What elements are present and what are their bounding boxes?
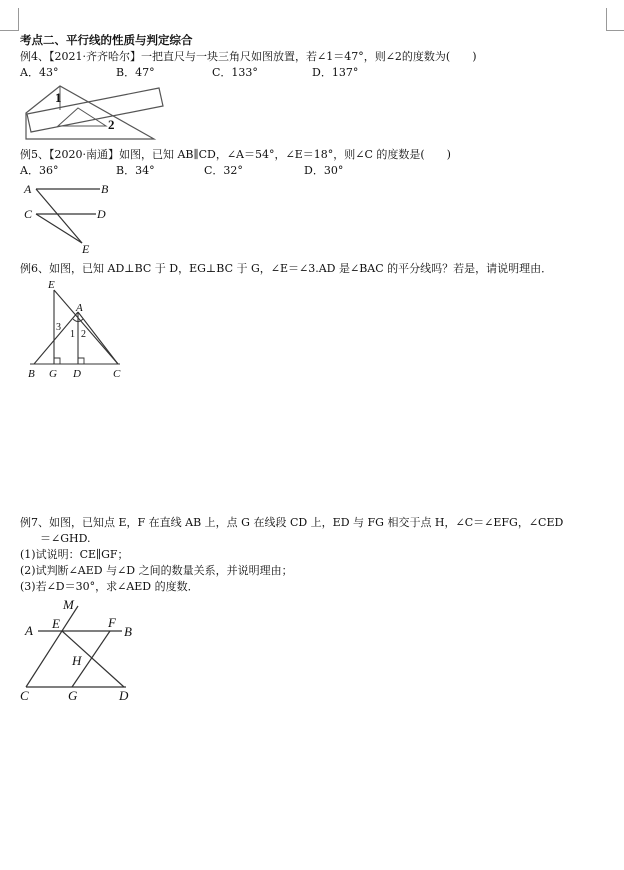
- ex6-label-g: G: [49, 368, 57, 380]
- ex4-ruler: [27, 88, 163, 132]
- ex6-label-b: B: [28, 368, 35, 380]
- ex7-figure: [20, 596, 160, 706]
- ex7-label-c: C: [20, 688, 29, 703]
- section-title: 考点二、平行线的性质与判定综合: [20, 33, 193, 47]
- ex4-label-2: 2: [108, 117, 115, 132]
- ex5-option-b: B．34°: [116, 164, 155, 177]
- ex7-part1: (1)试说明：CE∥GF；: [20, 548, 129, 561]
- ex5-label-b: B: [101, 182, 109, 196]
- crop-mark-top-left-h: [0, 30, 19, 31]
- ex4-option-d: D．137°: [312, 66, 359, 79]
- ex5-line-ce: [36, 214, 82, 243]
- ex4-options: [20, 66, 420, 80]
- ex7-question-line2: ＝∠GHD.: [40, 532, 91, 545]
- ex5-options: [20, 164, 420, 178]
- ex5-option-d: D．30°: [304, 164, 344, 177]
- ex5-line-ae: [36, 189, 82, 243]
- ex7-part2: (2)试判断∠AED 与∠D 之间的数量关系，并说明理由；: [20, 564, 293, 577]
- ex7-label-a: A: [25, 623, 33, 638]
- ex6-label-e: E: [48, 279, 55, 291]
- ex7-label-f: F: [108, 615, 116, 630]
- ex5-figure: [20, 180, 120, 258]
- ex7-label-e: E: [52, 616, 60, 631]
- ex4-triangle-outer: [26, 86, 154, 139]
- ex4-label-1: 1: [55, 90, 62, 105]
- ex6-label-1: 1: [70, 329, 75, 340]
- ex6-question: 例6、如图，已知 AD⊥BC 于 D，EG⊥BC 于 G，∠E＝∠3.AD 是∠BAC 的平分线吗？若是，请说明理由．: [20, 262, 553, 275]
- ex7-label-d: D: [119, 688, 129, 703]
- ex7-label-b: B: [124, 624, 132, 639]
- ex5-label-e: E: [82, 242, 90, 256]
- ex6-label-c: C: [113, 368, 121, 380]
- ex6-right-angle-g: [54, 358, 60, 364]
- ex6-figure: [26, 280, 136, 380]
- ex7-label-g: G: [68, 688, 78, 703]
- ex7-question-line1: 例7、如图，已知点 E，F 在直线 AB 上，点 G 在线段 CD 上，ED 与 FG 相交于点 H，∠C＝∠EFG，∠CED: [20, 516, 564, 529]
- ex5-label-c: C: [24, 207, 33, 221]
- ex4-triangle-inner: [58, 108, 106, 126]
- ex6-label-d: D: [73, 368, 81, 380]
- ex6-label-a: A: [76, 302, 83, 314]
- ex4-option-c: C．133°: [212, 66, 258, 79]
- ex7-label-h: H: [72, 653, 82, 668]
- ex5-label-a: A: [24, 182, 32, 196]
- ex5-option-a: A．36°: [20, 164, 59, 177]
- ex6-label-2: 2: [81, 329, 86, 340]
- ex5-label-d: D: [97, 207, 106, 221]
- ex5-question: 例5、【2020·南通】如图，已知 AB∥CD，∠A＝54°，∠E＝18°，则∠C 的度数是( ): [20, 148, 451, 161]
- crop-mark-top-left-v: [18, 8, 19, 30]
- ex5-option-c: C．32°: [204, 164, 243, 177]
- ex6-label-3: 3: [56, 322, 61, 333]
- ex7-part3: (3)若∠D＝30°，求∠AED 的度数．: [20, 580, 199, 593]
- ex4-option-a: A．43°: [20, 66, 59, 79]
- ex4-option-b: B．47°: [116, 66, 155, 79]
- ex4-question: 例4、【2021·齐齐哈尔】一把直尺与一块三角尺如图放置，若∠1＝47°，则∠2的度数为( ): [20, 50, 477, 63]
- crop-mark-top-right-h: [606, 30, 624, 31]
- ex7-label-m: M: [63, 597, 74, 612]
- ex6-right-angle-d: [78, 358, 84, 364]
- ex6-segment-ec: [54, 290, 118, 364]
- crop-mark-top-right-v: [606, 8, 607, 30]
- ex4-figure: [22, 80, 182, 146]
